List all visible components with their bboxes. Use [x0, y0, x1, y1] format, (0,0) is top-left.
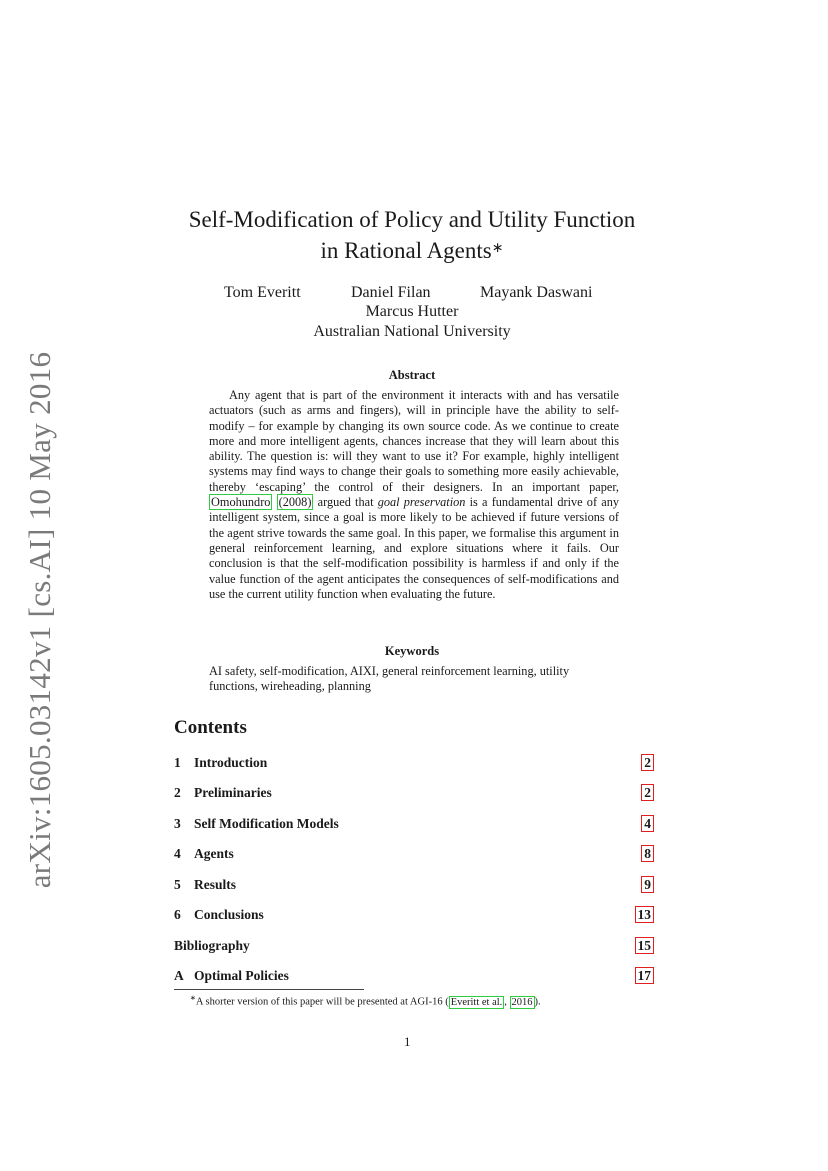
- toc-page-link[interactable]: 2: [641, 784, 654, 801]
- author-tom-everitt: Tom Everitt: [224, 284, 301, 301]
- author-marcus-hutter: Marcus Hutter: [365, 303, 459, 320]
- toc-page-link[interactable]: 13: [635, 906, 655, 923]
- toc-entry-conclusions[interactable]: 6 Conclusions 13: [174, 907, 654, 925]
- toc-entry-introduction[interactable]: 1 Introduction 2: [174, 755, 654, 773]
- title-footnote-mark[interactable]: ∗: [491, 241, 504, 256]
- citation-2016-link[interactable]: 2016: [511, 996, 533, 1008]
- footnote: ∗A shorter version of this paper will be presented at AGI-16 ( Everitt et al. , 2016 ).: [190, 994, 541, 1008]
- toc-entry-bibliography[interactable]: Bibliography 15: [174, 938, 654, 956]
- page-number: 1: [404, 1034, 411, 1049]
- keywords-list: AI safety, self-modification, AIXI, general reinforcement learning, utility functions, wireheading, planning: [209, 664, 570, 694]
- abstract-heading: Abstract: [388, 368, 436, 382]
- toc-entry-optimal-policies[interactable]: A Optimal Policies 17: [174, 968, 654, 986]
- keywords-heading: Keywords: [384, 644, 440, 658]
- contents-heading: Contents: [174, 717, 247, 738]
- toc-entry-preliminaries[interactable]: 2 Preliminaries 2: [174, 785, 654, 803]
- arxiv-identifier: [10, 351, 70, 889]
- citation-2008-link[interactable]: (2008): [278, 495, 312, 510]
- author-mayank-daswani: Mayank Daswani: [480, 284, 593, 301]
- author-daniel-filan: Daniel Filan: [351, 284, 431, 301]
- citation-everitt-link[interactable]: Everitt et al.: [450, 996, 503, 1008]
- toc-entry-results[interactable]: 5 Results 9: [174, 877, 654, 895]
- toc-page-link[interactable]: 2: [641, 754, 654, 771]
- toc-page-link[interactable]: 17: [635, 967, 655, 984]
- toc-page-link[interactable]: 15: [635, 937, 655, 954]
- toc-page-link[interactable]: 9: [641, 876, 654, 893]
- affiliation: Australian National University: [313, 323, 511, 340]
- toc-page-link[interactable]: 8: [641, 845, 654, 862]
- abstract-body: Any agent that is part of the environment it interacts with and has versatile actuators (such as arms and fingers), will in principle have the ability to self-modify – for example by changing its own source code. As we continue to create more and more intelligent agents, chances increase that they will learn about this ability. The question is: will they want to use it? For example, highly intelligent systems may find ways to change their goals to something more easily achievable, thereby ‘escaping’ the control of their designers. In an important paper, Omohundro (2008) argued that goal preservation is a fundamental drive of any intelligent system, since a goal is more likely to be achieved if future versions of the agent strive towards the same goal. In this paper, we formalise this argument in general reinforcement learning, and explore situations where it fails. Our conclusion is that the self-modification possibility is harmless if and only if the value function of the agent anticipates the consequences of self-modifications and use the current utility function when evaluating the future.: [209, 388, 619, 601]
- toc-page-link[interactable]: 4: [641, 815, 654, 832]
- toc-entry-self-modification-models[interactable]: 3 Self Modification Models 4: [174, 816, 654, 834]
- footnote-rule: [174, 989, 364, 990]
- emphasis-goal-preservation: goal preservation: [377, 495, 466, 510]
- citation-omohundro-link[interactable]: Omohundro: [211, 495, 271, 510]
- title-line-2: in Rational Agents∗: [320, 238, 504, 263]
- title-line-1: Self-Modification of Policy and Utility Function: [188, 207, 636, 232]
- paper-title: [150, 204, 674, 266]
- arxiv-identifier-text: arXiv:1605.03142v1 [cs.AI] 10 May 2016: [22, 351, 57, 889]
- toc-entry-agents[interactable]: 4 Agents 8: [174, 846, 654, 864]
